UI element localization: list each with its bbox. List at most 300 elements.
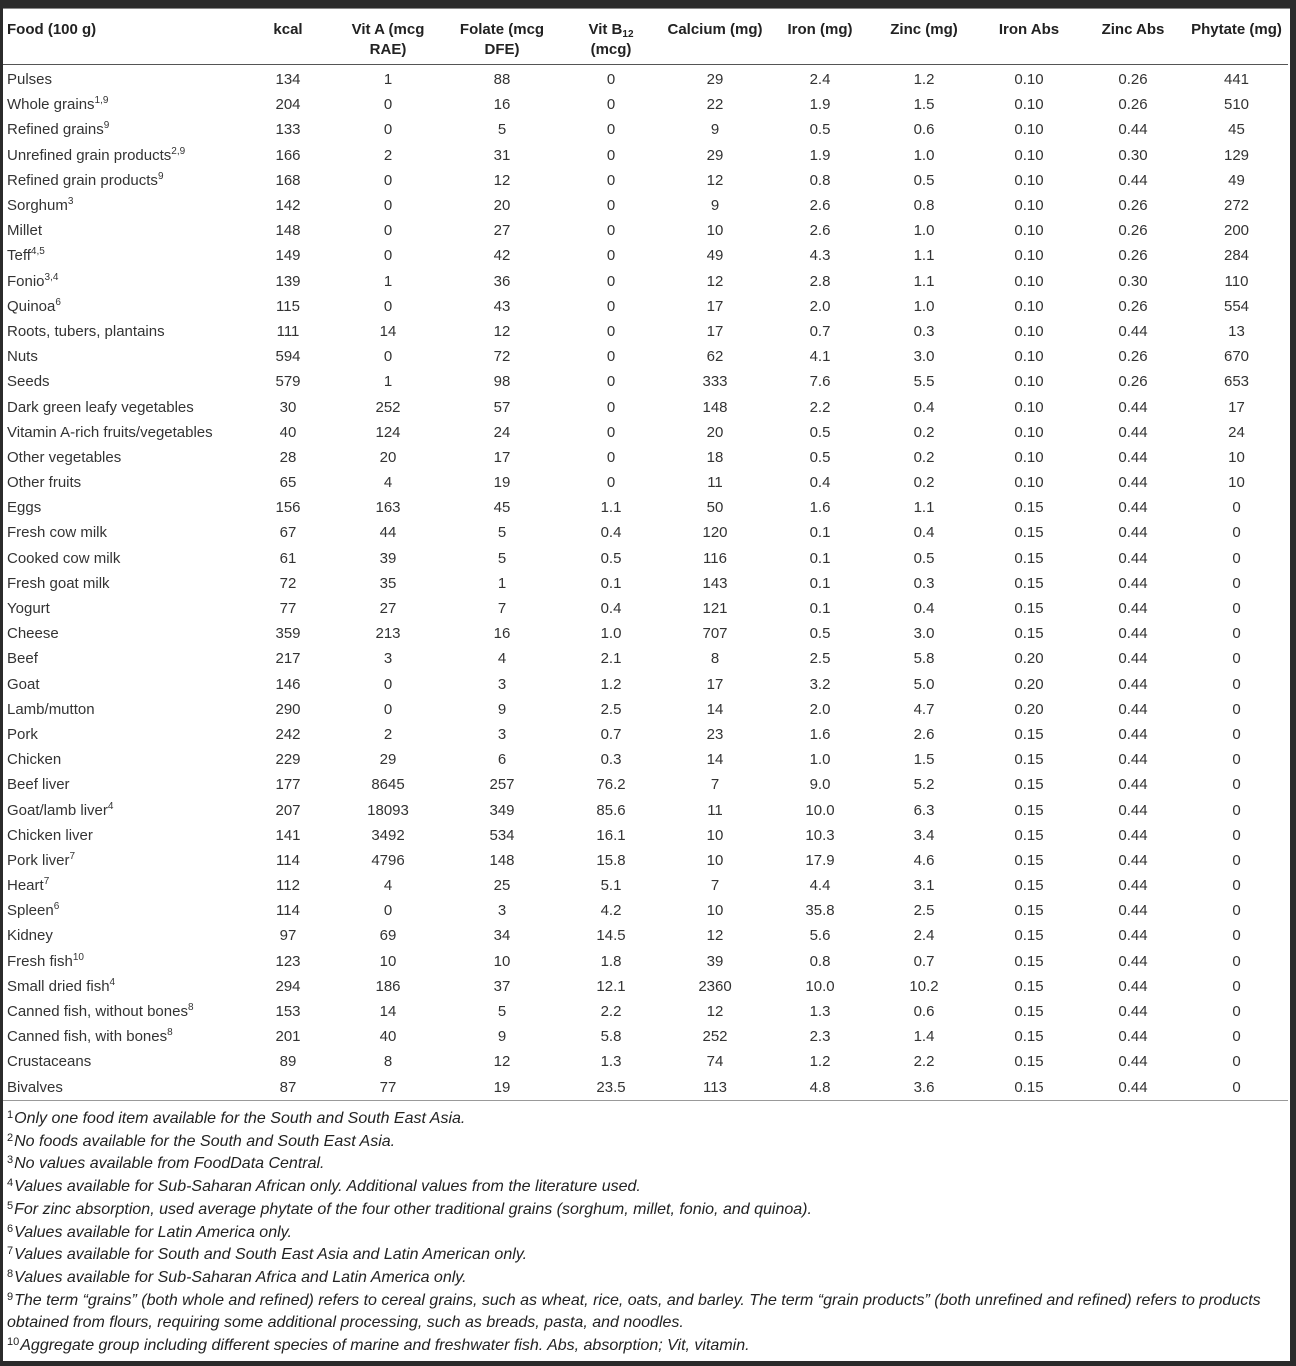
table-row	[3, 722, 1288, 747]
table-row	[3, 218, 1288, 243]
folate-cell: 7	[497, 600, 507, 618]
table-row	[3, 672, 1288, 697]
iron-abs-cell: 0.15	[1014, 801, 1044, 819]
vitamin-b12-cell: 0.4	[600, 524, 622, 542]
food-name: Dark green leafy vegetables	[7, 398, 194, 416]
table-row	[3, 1049, 1288, 1074]
zinc-abs-cell: 0.44	[1118, 650, 1148, 668]
phytate-cell: 13	[1228, 322, 1245, 340]
vitamin-a-cell: 14	[379, 322, 397, 340]
vitamin-b12-cell: 12.1	[596, 977, 626, 995]
iron-cell: 0.5	[809, 625, 831, 643]
footnote-text: Aggregate group including different species of marine and freshwater fish. Abs, absorption; Vit, vitamin.	[20, 1337, 750, 1355]
kcal-cell: 204	[275, 96, 301, 114]
table-row	[3, 243, 1288, 268]
zinc-abs-cell: 0.44	[1118, 1003, 1148, 1021]
iron-cell: 0.8	[809, 952, 831, 970]
footnote-number: 9	[7, 1290, 14, 1303]
food-name-cell	[3, 772, 243, 797]
folate-cell: 5	[497, 524, 507, 542]
folate-cell: 534	[489, 826, 515, 844]
calcium-cell: 12	[706, 171, 724, 189]
phytate-cell: 129	[1223, 146, 1250, 164]
footnote	[7, 1244, 1287, 1267]
table-row	[3, 697, 1288, 722]
kcal-cell: 111	[276, 322, 300, 340]
header-phytate: Phytate (mg)	[1185, 17, 1288, 65]
table-body	[3, 65, 1288, 1101]
iron-cell: 7.6	[809, 373, 831, 391]
calcium-cell: 62	[706, 348, 724, 366]
phytate-cell: 272	[1223, 197, 1250, 215]
zinc-cell: 0.4	[913, 524, 935, 542]
zinc-abs-cell: 0.44	[1118, 977, 1148, 995]
footnote-text: Values available for Latin America only.	[14, 1223, 292, 1241]
footnote-number: 3	[7, 1154, 14, 1167]
folate-cell: 12	[493, 322, 511, 340]
food-name: Fresh cow milk	[7, 524, 108, 542]
kcal-cell: 359	[275, 625, 301, 643]
footnote-ref: 7	[69, 850, 76, 862]
footnote-ref: 8	[167, 1027, 173, 1039]
calcium-cell: 113	[661, 1075, 769, 1101]
kcal-cell: 177	[275, 776, 301, 794]
phytate-cell: 10	[1228, 448, 1245, 466]
calcium-cell: 12	[706, 272, 724, 290]
food-name: Cooked cow milk	[7, 549, 121, 567]
vitamin-b12-cell: 1.1	[600, 499, 622, 517]
footnote-ref: 9	[103, 120, 110, 132]
vitamin-b12-cell: 0	[606, 222, 616, 240]
vitamin-b12-cell: 0	[606, 373, 616, 391]
iron-abs-cell: 0.15	[1014, 600, 1044, 618]
phytate-cell: 670	[1223, 348, 1250, 366]
iron-abs-cell: 0.15	[1014, 725, 1044, 743]
zinc-cell: 0.3	[913, 322, 935, 340]
vitamin-a-cell: 252	[375, 398, 401, 416]
kcal-cell: 65	[279, 474, 297, 492]
food-name-cell	[3, 747, 243, 772]
iron-abs-cell: 0.10	[1014, 222, 1044, 240]
iron-cell: 2.0	[809, 700, 831, 718]
food-name-cell	[3, 168, 243, 193]
calcium-cell: 148	[702, 398, 728, 416]
iron-cell: 2.3	[809, 1028, 831, 1046]
table-row	[3, 1024, 1288, 1049]
kcal-cell: 139	[275, 272, 301, 290]
food-name: Goat	[7, 675, 40, 693]
food-name-cell	[3, 722, 243, 747]
iron-cell: 1.2	[809, 1053, 831, 1071]
calcium-cell: 8	[710, 650, 720, 668]
kcal-cell: 28	[279, 448, 297, 466]
kcal-cell: 67	[279, 524, 297, 542]
calcium-cell: 20	[706, 423, 724, 441]
table-row	[3, 772, 1288, 797]
food-name-cell	[3, 898, 243, 923]
zinc-abs-cell: 0.44	[1118, 499, 1148, 517]
iron-cell: 0.1	[809, 574, 831, 592]
zinc-cell: 0.7	[913, 952, 935, 970]
zinc-cell: 3.0	[913, 348, 935, 366]
vitamin-a-cell: 29	[379, 751, 397, 769]
phytate-cell: 45	[1228, 121, 1245, 139]
table-row	[3, 168, 1288, 193]
food-name-cell	[3, 470, 243, 495]
iron-abs-cell: 0.10	[1014, 423, 1044, 441]
iron-abs-cell: 0.10	[1014, 322, 1044, 340]
header-zinc: Zinc (mg)	[871, 17, 977, 65]
food-name: Yogurt	[7, 600, 50, 618]
folate-cell: 9	[497, 1028, 507, 1046]
food-name-cell	[3, 394, 243, 419]
iron-abs-cell: 0.15	[1014, 574, 1044, 592]
zinc-abs-cell: 0.44	[1118, 826, 1148, 844]
folate-cell: 43	[493, 297, 511, 315]
table-row	[3, 369, 1288, 394]
food-name: Nuts	[7, 348, 38, 366]
kcal-cell: 134	[275, 71, 301, 89]
phytate-cell: 0	[1185, 1075, 1288, 1101]
vitamin-b12-cell: 1.3	[600, 1053, 622, 1071]
iron-abs-cell: 0.20	[1014, 650, 1044, 668]
zinc-cell: 1.5	[913, 751, 935, 769]
iron-abs-cell: 0.15	[1014, 1003, 1044, 1021]
food-name-cell	[3, 848, 243, 873]
table-row	[3, 596, 1288, 621]
food-name-cell	[3, 697, 243, 722]
iron-abs-cell: 0.10	[1014, 348, 1044, 366]
calcium-cell: 10	[706, 222, 724, 240]
footnote-text: Values available for Sub-Saharan Africa and Latin America only.	[14, 1268, 467, 1286]
vitamin-a-cell: 4	[383, 474, 393, 492]
footnote-ref: 8	[187, 1002, 194, 1014]
folate-cell: 16	[493, 96, 511, 114]
iron-abs-cell: 0.10	[1014, 71, 1044, 89]
food-name-cell	[3, 1024, 243, 1049]
phytate-cell: 0	[1232, 1028, 1241, 1046]
phytate-cell: 0	[1232, 625, 1241, 643]
zinc-abs-cell: 0.44	[1118, 524, 1148, 542]
zinc-cell: 1.4	[913, 1028, 935, 1046]
vitamin-a-cell: 213	[375, 625, 401, 643]
header-iron: Iron (mg)	[769, 17, 871, 65]
food-name-cell	[3, 621, 243, 646]
calcium-cell: 10	[706, 851, 724, 869]
food-name-cell	[3, 672, 243, 697]
iron-abs-cell: 0.10	[1014, 247, 1044, 265]
food-name: Millet	[7, 222, 43, 240]
iron-cell: 17.9	[805, 851, 835, 869]
phytate-cell: 0	[1232, 751, 1241, 769]
zinc-abs-cell: 0.30	[1118, 146, 1148, 164]
vitamin-a-cell: 0	[383, 902, 393, 920]
footnote-text: No foods available for the South and South East Asia.	[14, 1132, 396, 1150]
kcal-cell: 229	[275, 751, 301, 769]
vitamin-b12-cell: 0	[606, 398, 616, 416]
footnote-number: 7	[7, 1245, 14, 1258]
table-row	[3, 470, 1288, 495]
food-name: Refined grain products	[7, 171, 158, 189]
zinc-cell: 1.1	[913, 247, 935, 265]
iron-abs-cell: 0.15	[1014, 1053, 1044, 1071]
food-name: Pork liver	[7, 851, 70, 869]
zinc-cell: 2.2	[913, 1053, 935, 1071]
zinc-abs-cell: 0.44	[1118, 675, 1148, 693]
vitamin-a-cell: 1	[383, 373, 393, 391]
vitamin-a-cell: 0	[383, 96, 393, 114]
folate-cell: 5	[497, 549, 507, 567]
zinc-abs-cell: 0.44	[1081, 1075, 1185, 1101]
iron-abs-cell: 0.20	[1014, 700, 1044, 718]
table-row	[3, 571, 1288, 596]
footnote-text: For zinc absorption, used average phytate of the four other traditional grains (sorghum, millet, fonio, and quinoa).	[14, 1200, 812, 1218]
calcium-cell: 22	[706, 96, 724, 114]
calcium-cell: 17	[706, 322, 724, 340]
iron-cell: 2.6	[809, 222, 831, 240]
phytate-cell: 17	[1228, 398, 1245, 416]
vitamin-b12-cell: 1.8	[600, 952, 622, 970]
food-name: Fresh goat milk	[7, 574, 110, 592]
zinc-cell: 0.3	[913, 574, 935, 592]
iron-cell: 4.8	[769, 1075, 871, 1101]
table-row	[3, 949, 1288, 974]
iron-abs-cell: 0.15	[1014, 902, 1044, 920]
footnote-ref: 6	[55, 296, 61, 308]
food-name: Small dried fish	[7, 977, 110, 995]
food-name: Bivalves	[7, 1078, 63, 1096]
calcium-cell: 23	[706, 725, 724, 743]
zinc-cell: 5.0	[913, 675, 935, 693]
header-kcal: kcal	[243, 17, 333, 65]
iron-cell: 1.6	[809, 725, 831, 743]
kcal-cell: 207	[275, 801, 301, 819]
food-name-cell	[3, 243, 243, 268]
food-name-cell	[3, 546, 243, 571]
kcal-cell: 141	[275, 826, 301, 844]
zinc-cell: 4.7	[913, 700, 935, 718]
footnote-number: 6	[7, 1222, 14, 1235]
kcal-cell: 166	[275, 146, 301, 164]
vitamin-b12-cell: 0.4	[600, 600, 622, 618]
phytate-cell: 0	[1232, 977, 1241, 995]
iron-cell: 2.6	[809, 197, 831, 215]
iron-cell: 3.2	[809, 675, 831, 693]
footnote-ref: 9	[157, 170, 164, 182]
folate-cell: 3	[497, 902, 507, 920]
calcium-cell: 7	[710, 877, 720, 895]
vitamin-a-cell: 18093	[367, 801, 409, 819]
calcium-cell: 252	[702, 1028, 728, 1046]
phytate-cell: 0	[1232, 776, 1241, 794]
nutrient-table	[3, 17, 1288, 1101]
food-name-cell	[3, 117, 243, 142]
zinc-abs-cell: 0.26	[1118, 247, 1148, 265]
vitamin-a-cell: 163	[375, 499, 401, 517]
phytate-cell: 0	[1232, 499, 1241, 517]
phytate-cell: 653	[1223, 373, 1250, 391]
zinc-cell: 0.2	[913, 474, 935, 492]
food-name-cell	[3, 269, 243, 294]
food-name-cell	[3, 218, 243, 243]
food-name: Beef	[7, 650, 38, 668]
calcium-cell: 2360	[698, 977, 732, 995]
footnote	[7, 1222, 1287, 1245]
kcal-cell: 594	[275, 348, 301, 366]
folate-cell: 88	[493, 71, 511, 89]
kcal-cell: 61	[279, 549, 297, 567]
calcium-cell: 707	[702, 625, 728, 643]
food-name-cell	[3, 65, 243, 93]
footnote-number: 1	[7, 1109, 14, 1121]
table-row	[3, 1075, 1288, 1101]
phytate-cell: 0	[1232, 1053, 1241, 1071]
vitamin-a-cell: 69	[379, 927, 397, 945]
calcium-cell: 11	[707, 474, 723, 492]
iron-cell: 0.1	[809, 600, 831, 618]
phytate-cell: 10	[1228, 474, 1245, 492]
header-food: Food (100 g)	[3, 17, 243, 65]
food-name: Teff	[7, 247, 31, 265]
iron-abs-cell: 0.15	[1014, 524, 1044, 542]
vitamin-b12-cell: 16.1	[596, 826, 626, 844]
folate-cell: 42	[493, 247, 511, 265]
iron-cell: 9.0	[809, 776, 831, 794]
calcium-cell: 10	[706, 902, 724, 920]
iron-cell: 0.5	[809, 423, 831, 441]
table-row	[3, 92, 1288, 117]
phytate-cell: 0	[1232, 725, 1241, 743]
table-header-row	[3, 17, 1288, 65]
zinc-cell: 10.2	[909, 977, 939, 995]
food-name: Refined grains	[7, 121, 104, 139]
table-row	[3, 823, 1288, 848]
zinc-abs-cell: 0.44	[1118, 322, 1148, 340]
vitamin-a-cell: 10	[379, 952, 397, 970]
food-name: Whole grains	[7, 96, 95, 114]
folate-cell: 148	[489, 851, 515, 869]
folate-cell: 6	[497, 751, 507, 769]
zinc-abs-cell: 0.26	[1118, 222, 1148, 240]
kcal-cell: 114	[276, 851, 300, 869]
food-name-cell	[3, 646, 243, 671]
zinc-cell: 1.0	[913, 297, 935, 315]
calcium-cell: 120	[702, 524, 728, 542]
folate-cell: 57	[493, 398, 511, 416]
calcium-cell: 11	[707, 801, 723, 819]
table-row	[3, 65, 1288, 93]
zinc-cell: 2.4	[913, 927, 935, 945]
zinc-abs-cell: 0.44	[1118, 625, 1148, 643]
footnote-number: 4	[7, 1177, 14, 1190]
vitamin-a-cell: 1	[383, 71, 393, 89]
food-name: Other vegetables	[7, 448, 122, 466]
food-name: Spleen	[7, 902, 54, 920]
vitamin-b12-cell: 1.2	[600, 675, 622, 693]
iron-cell: 2.0	[809, 297, 831, 315]
footnote-text: Values available for Sub-Saharan African only. Additional values from the literature used.	[14, 1178, 641, 1196]
food-name: Crustaceans	[7, 1053, 92, 1071]
iron-cell: 10.0	[805, 977, 835, 995]
folate-cell: 3	[497, 725, 507, 743]
iron-abs-cell: 0.15	[1014, 851, 1044, 869]
vitamin-b12-cell: 0.7	[600, 725, 622, 743]
iron-abs-cell: 0.15	[1014, 549, 1044, 567]
footnote	[7, 1108, 1287, 1131]
calcium-cell: 121	[702, 600, 728, 618]
iron-abs-cell: 0.10	[1014, 146, 1044, 164]
table-row	[3, 495, 1288, 520]
vitamin-a-cell: 2	[383, 146, 393, 164]
vitamin-a-cell: 0	[383, 675, 393, 693]
phytate-cell: 0	[1232, 877, 1241, 895]
iron-abs-cell: 0.15	[1014, 751, 1044, 769]
header-b12-subscript: 12	[622, 29, 634, 40]
table-row	[3, 117, 1288, 142]
vitamin-b12-cell: 0	[606, 272, 616, 290]
vitamin-a-cell: 0	[383, 297, 393, 315]
iron-abs-cell: 0.10	[1014, 297, 1044, 315]
vitamin-b12-cell: 5.8	[600, 1028, 622, 1046]
calcium-cell: 18	[706, 448, 724, 466]
iron-cell: 0.5	[809, 448, 831, 466]
calcium-cell: 74	[706, 1053, 724, 1071]
table-row	[3, 294, 1288, 319]
zinc-abs-cell: 0.44	[1118, 549, 1148, 567]
vitamin-a-cell: 3	[383, 650, 393, 668]
vitamin-a-cell: 1	[383, 272, 393, 290]
table-row	[3, 143, 1288, 168]
vitamin-b12-cell: 4.2	[600, 902, 622, 920]
iron-cell: 1.0	[809, 751, 831, 769]
vitamin-b12-cell: 0	[606, 247, 616, 265]
folate-cell: 20	[493, 197, 511, 215]
zinc-abs-cell: 0.44	[1118, 751, 1148, 769]
iron-abs-cell: 0.10	[1014, 373, 1044, 391]
iron-cell: 10.3	[805, 826, 835, 844]
zinc-cell: 2.6	[913, 725, 935, 743]
zinc-cell: 0.4	[913, 398, 935, 416]
phytate-cell: 0	[1232, 524, 1241, 542]
kcal-cell: 579	[275, 373, 301, 391]
table-row	[3, 923, 1288, 948]
food-name-cell	[3, 823, 243, 848]
zinc-abs-cell: 0.26	[1118, 197, 1148, 215]
vitamin-a-cell: 8645	[371, 776, 405, 794]
table-row	[3, 898, 1288, 923]
phytate-cell: 0	[1232, 650, 1241, 668]
phytate-cell: 0	[1232, 600, 1241, 618]
table-row	[3, 319, 1288, 344]
food-name: Kidney	[7, 927, 53, 945]
food-name: Goat/lamb liver	[7, 801, 108, 819]
footnote-ref: 2,9	[171, 145, 186, 157]
food-name-cell	[3, 1049, 243, 1074]
vitamin-a-cell: 2	[383, 725, 393, 743]
food-name: Lamb/mutton	[7, 700, 95, 718]
table-row	[3, 420, 1288, 445]
iron-cell: 0.1	[809, 524, 831, 542]
zinc-cell: 6.3	[913, 801, 935, 819]
iron-abs-cell: 0.10	[1014, 171, 1044, 189]
calcium-cell: 9	[710, 197, 720, 215]
iron-cell: 5.6	[809, 927, 831, 945]
iron-abs-cell: 0.15	[1014, 625, 1044, 643]
vitamin-a-cell: 35	[379, 574, 397, 592]
iron-cell: 10.0	[805, 801, 835, 819]
vitamin-a-cell: 0	[383, 222, 393, 240]
phytate-cell: 0	[1232, 851, 1241, 869]
